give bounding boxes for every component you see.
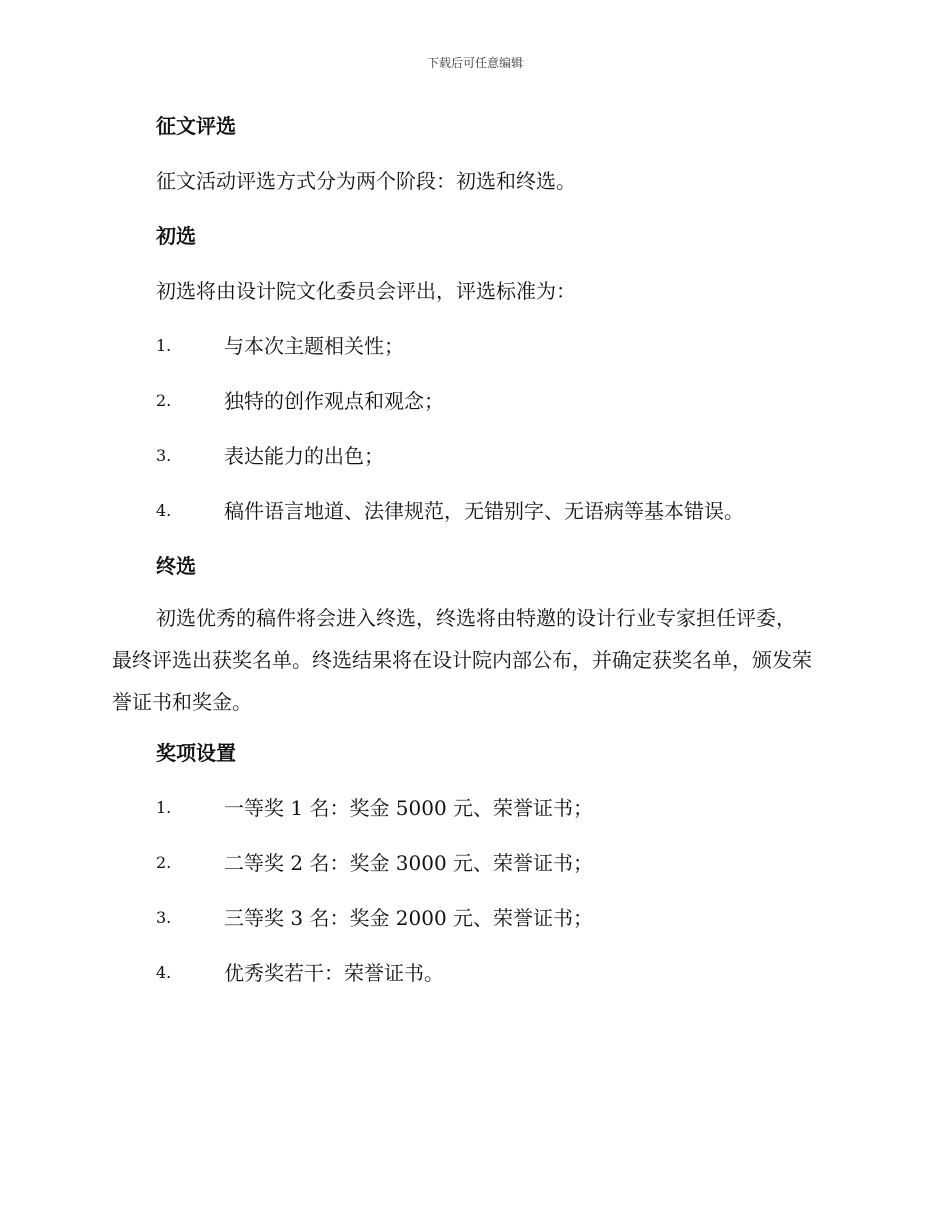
preliminary-intro-paragraph: 初选将由设计院文化委员会评出，评选标准为： xyxy=(156,279,576,303)
section-heading-preliminary: 初选 xyxy=(156,224,196,248)
list-item xyxy=(112,790,812,826)
list-item xyxy=(112,328,812,364)
section-heading-essay-selection: 征文评选 xyxy=(156,114,236,138)
list-item-number: 4. xyxy=(156,501,172,520)
list-item xyxy=(112,955,812,991)
final-selection-paragraph: 初选优秀的稿件将会进入终选，终选将由特邀的设计行业专家担任评委，最终评选出获奖名单。终选结果将在设计院内部公布，并确定获奖名单，颁发荣誉证书和奖金。 xyxy=(112,606,812,714)
list-item xyxy=(112,845,812,881)
list-item-text: 独特的创作观点和观念； xyxy=(224,389,444,413)
list-item-text: 一等奖 1 名：奖金 5000 元、荣誉证书； xyxy=(224,796,594,820)
list-item xyxy=(112,900,812,936)
list-item-number: 3. xyxy=(156,446,172,465)
document-body xyxy=(112,108,812,1010)
list-item-number: 3. xyxy=(156,908,172,927)
list-item-number: 2. xyxy=(156,391,172,410)
list-item xyxy=(112,438,812,474)
list-item xyxy=(112,493,812,529)
list-item-number: 2. xyxy=(156,853,172,872)
list-item-text: 三等奖 3 名：奖金 2000 元、荣誉证书； xyxy=(224,906,594,930)
section-heading-awards: 奖项设置 xyxy=(156,741,236,765)
list-item-number: 1. xyxy=(156,798,172,817)
list-item-text: 优秀奖若干：荣誉证书。 xyxy=(224,961,444,985)
list-item-number: 1. xyxy=(156,336,172,355)
list-item-text: 二等奖 2 名：奖金 3000 元、荣誉证书； xyxy=(224,851,594,875)
page-header: 下载后可任意编辑 xyxy=(426,56,523,70)
list-item-text: 表达能力的出色； xyxy=(224,444,384,468)
section-intro-paragraph: 征文活动评选方式分为两个阶段：初选和终选。 xyxy=(156,169,576,193)
section-heading-final: 终选 xyxy=(156,554,196,578)
list-item-text: 与本次主题相关性； xyxy=(224,334,404,358)
criteria-list xyxy=(112,328,812,529)
list-item-text: 稿件语言地道、法律规范，无错别字、无语病等基本错误。 xyxy=(224,499,744,523)
list-item xyxy=(112,383,812,419)
awards-list xyxy=(112,790,812,991)
list-item-number: 4. xyxy=(156,963,172,982)
